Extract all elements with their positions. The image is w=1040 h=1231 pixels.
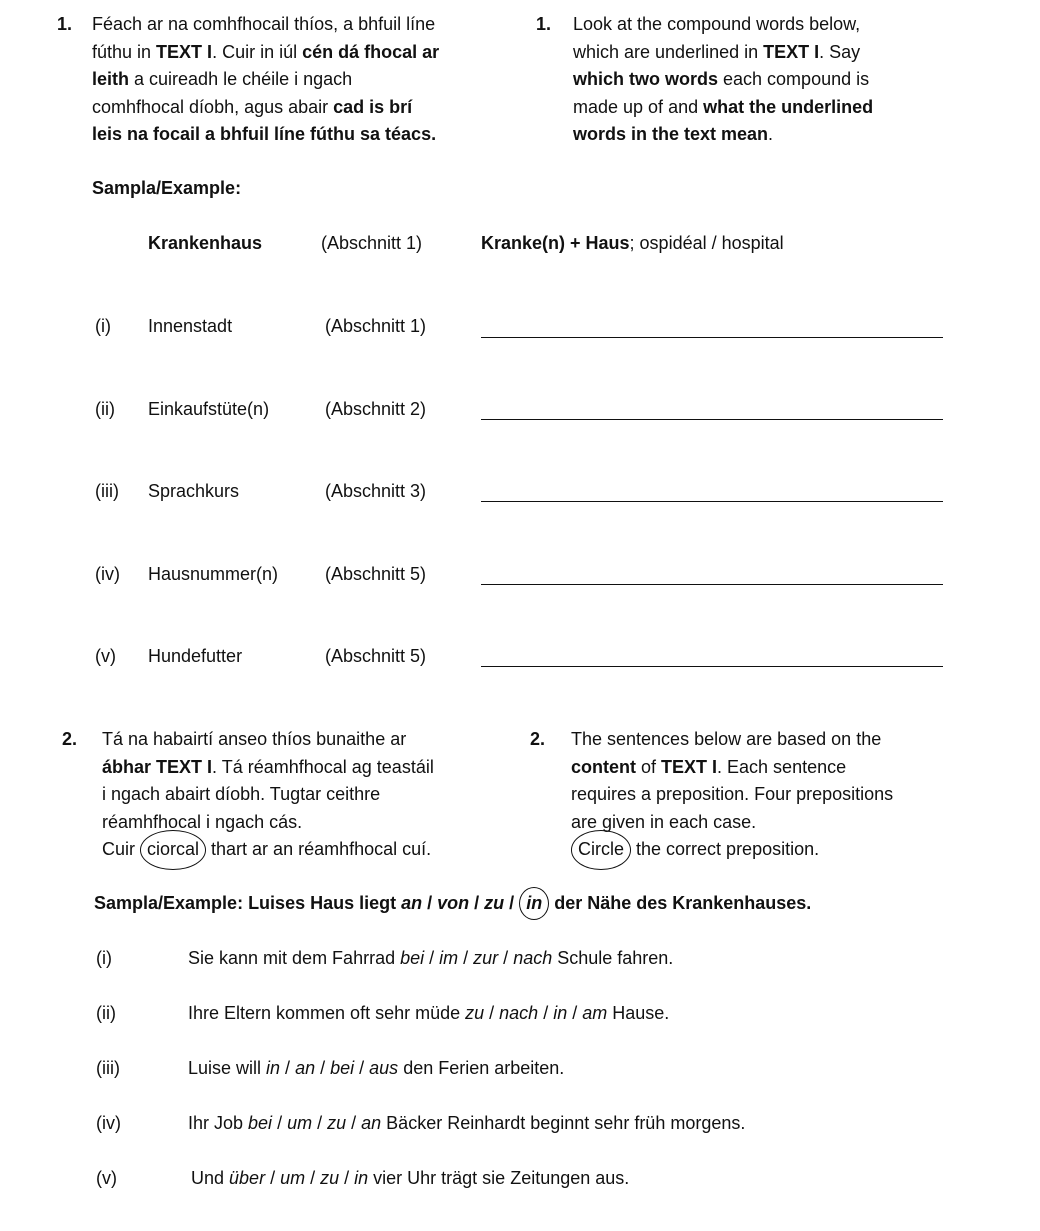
example-sentence-end: der Nähe des Krankenhauses. <box>554 893 812 913</box>
option[interactable]: bei <box>330 1058 355 1078</box>
example-label: Sampla/Example: Luises Haus liegt <box>94 893 402 913</box>
item-word: Hausnummer(n) <box>148 564 279 584</box>
instruction-line: Look at the compound words below, <box>573 14 861 34</box>
option[interactable]: im <box>439 948 459 968</box>
q2-english-number: 2. <box>530 729 546 749</box>
item-sentence: Ihre Eltern kommen oft sehr müde zu / nach / in / am Hause. <box>188 1003 670 1023</box>
example-answer: Kranke(n) + Haus; ospidéal / hospital <box>481 233 784 253</box>
option[interactable]: aus <box>369 1058 399 1078</box>
option-circled[interactable]: in <box>519 887 549 920</box>
option[interactable]: bei <box>400 948 425 968</box>
item-sentence: Und über / um / zu / in vier Uhr trägt sie Zeitungen aus. <box>191 1168 630 1188</box>
option[interactable]: zu <box>320 1168 340 1188</box>
q1-example-label: Sampla/Example: <box>92 178 242 198</box>
item-section: (Abschnitt 5) <box>325 646 427 666</box>
q2-english-instructions <box>571 726 893 864</box>
instruction-line: which two words each compound is <box>573 69 870 89</box>
option[interactable]: in <box>553 1003 568 1023</box>
q1-english-instructions <box>573 11 873 149</box>
instruction-line: fúthu in TEXT I. Cuir in iúl cén dá fhocal ar <box>92 41 440 62</box>
option[interactable]: um <box>287 1113 313 1133</box>
option[interactable]: nach <box>513 948 553 968</box>
item-number: (iv) <box>95 564 120 584</box>
option[interactable]: um <box>280 1168 306 1188</box>
instruction-line: leis na focail a bhfuil líne fúthu sa téacs. <box>92 124 437 144</box>
option[interactable]: von <box>437 893 470 913</box>
option[interactable]: nach <box>499 1003 539 1023</box>
q2-irish-number: 2. <box>62 729 78 749</box>
instruction-line: comhfhocal díobh, agus abair cad is brí <box>92 96 413 117</box>
instruction-line: leith a cuireadh le chéile i ngach <box>92 69 353 89</box>
instruction-line: réamhfhocal i ngach cás. <box>102 811 303 832</box>
option[interactable]: in <box>354 1168 369 1188</box>
item-number: (i) <box>96 948 112 968</box>
option[interactable]: an <box>295 1058 316 1078</box>
q1-irish-number: 1. <box>57 14 73 34</box>
item-sentence: Ihr Job bei / um / zu / an Bäcker Reinhardt beginnt sehr früh morgens. <box>188 1113 746 1133</box>
q2-example-row: Sampla/Example: Luises Haus liegt an / von / zu / in der Nähe des Krankenhauses. <box>94 893 811 914</box>
instruction-line: i ngach abairt díobh. Tugtar ceithre <box>102 784 381 804</box>
item-word: Hundefutter <box>148 646 243 666</box>
answer-line[interactable] <box>481 584 943 585</box>
instruction-line: words in the text mean. <box>573 124 774 144</box>
q1-english-number: 1. <box>536 14 552 34</box>
option[interactable]: zu <box>484 893 505 913</box>
q2-irish-instructions <box>102 726 434 864</box>
item-number: (iii) <box>95 481 119 501</box>
example-word: Krankenhaus <box>148 233 263 253</box>
option[interactable]: zur <box>473 948 499 968</box>
instruction-line: Tá na habairtí anseo thíos bunaithe ar <box>102 729 407 749</box>
instruction-line: made up of and what the underlined <box>573 96 874 117</box>
q1-irish-instructions <box>92 11 439 149</box>
option[interactable]: am <box>582 1003 608 1023</box>
item-number: (iii) <box>96 1058 120 1078</box>
option[interactable]: in <box>266 1058 281 1078</box>
instruction-line: are given in each case. <box>571 811 757 832</box>
instruction-line: Cuir ciorcal thart ar an réamhfhocal cuí. <box>102 836 434 864</box>
option[interactable]: zu <box>327 1113 347 1133</box>
instruction-line: ábhar TEXT I. Tá réamhfhocal ag teastáil <box>102 756 434 777</box>
option[interactable]: an <box>361 1113 382 1133</box>
option[interactable]: bei <box>248 1113 273 1133</box>
item-word: Innenstadt <box>148 316 233 336</box>
item-section: (Abschnitt 3) <box>325 481 427 501</box>
item-number: (iv) <box>96 1113 121 1133</box>
instruction-line: Féach ar na comhfhocail thíos, a bhfuil líne <box>92 14 436 34</box>
item-sentence: Luise will in / an / bei / aus den Ferien arbeiten. <box>188 1058 565 1078</box>
instruction-line: requires a preposition. Four prepositions <box>571 784 894 804</box>
item-number: (v) <box>95 646 116 666</box>
item-number: (i) <box>95 316 111 336</box>
instruction-line: The sentences below are based on the <box>571 729 882 749</box>
item-number: (ii) <box>95 399 115 419</box>
item-word: Einkaufstüte(n) <box>148 399 270 419</box>
answer-line[interactable] <box>481 337 943 338</box>
option[interactable]: über <box>229 1168 266 1188</box>
item-number: (ii) <box>96 1003 116 1023</box>
answer-line[interactable] <box>481 501 943 502</box>
item-number: (v) <box>96 1168 117 1188</box>
instruction-line: content of TEXT I. Each sentence <box>571 756 847 777</box>
item-section: (Abschnitt 5) <box>325 564 427 584</box>
circled-word: ciorcal <box>140 830 206 870</box>
item-section: (Abschnitt 1) <box>325 316 427 336</box>
instruction-line: which are underlined in TEXT I. Say <box>573 41 861 62</box>
option[interactable]: an <box>401 893 423 913</box>
item-sentence: Sie kann mit dem Fahrrad bei / im / zur / nach Schule fahren. <box>188 948 674 968</box>
answer-line[interactable] <box>481 419 943 420</box>
instruction-line: Circle the correct preposition. <box>571 836 893 864</box>
item-section: (Abschnitt 2) <box>325 399 427 419</box>
circled-word: Circle <box>571 830 631 870</box>
example-section: (Abschnitt 1) <box>321 233 423 253</box>
answer-line[interactable] <box>481 666 943 667</box>
item-word: Sprachkurs <box>148 481 240 501</box>
option[interactable]: zu <box>465 1003 485 1023</box>
